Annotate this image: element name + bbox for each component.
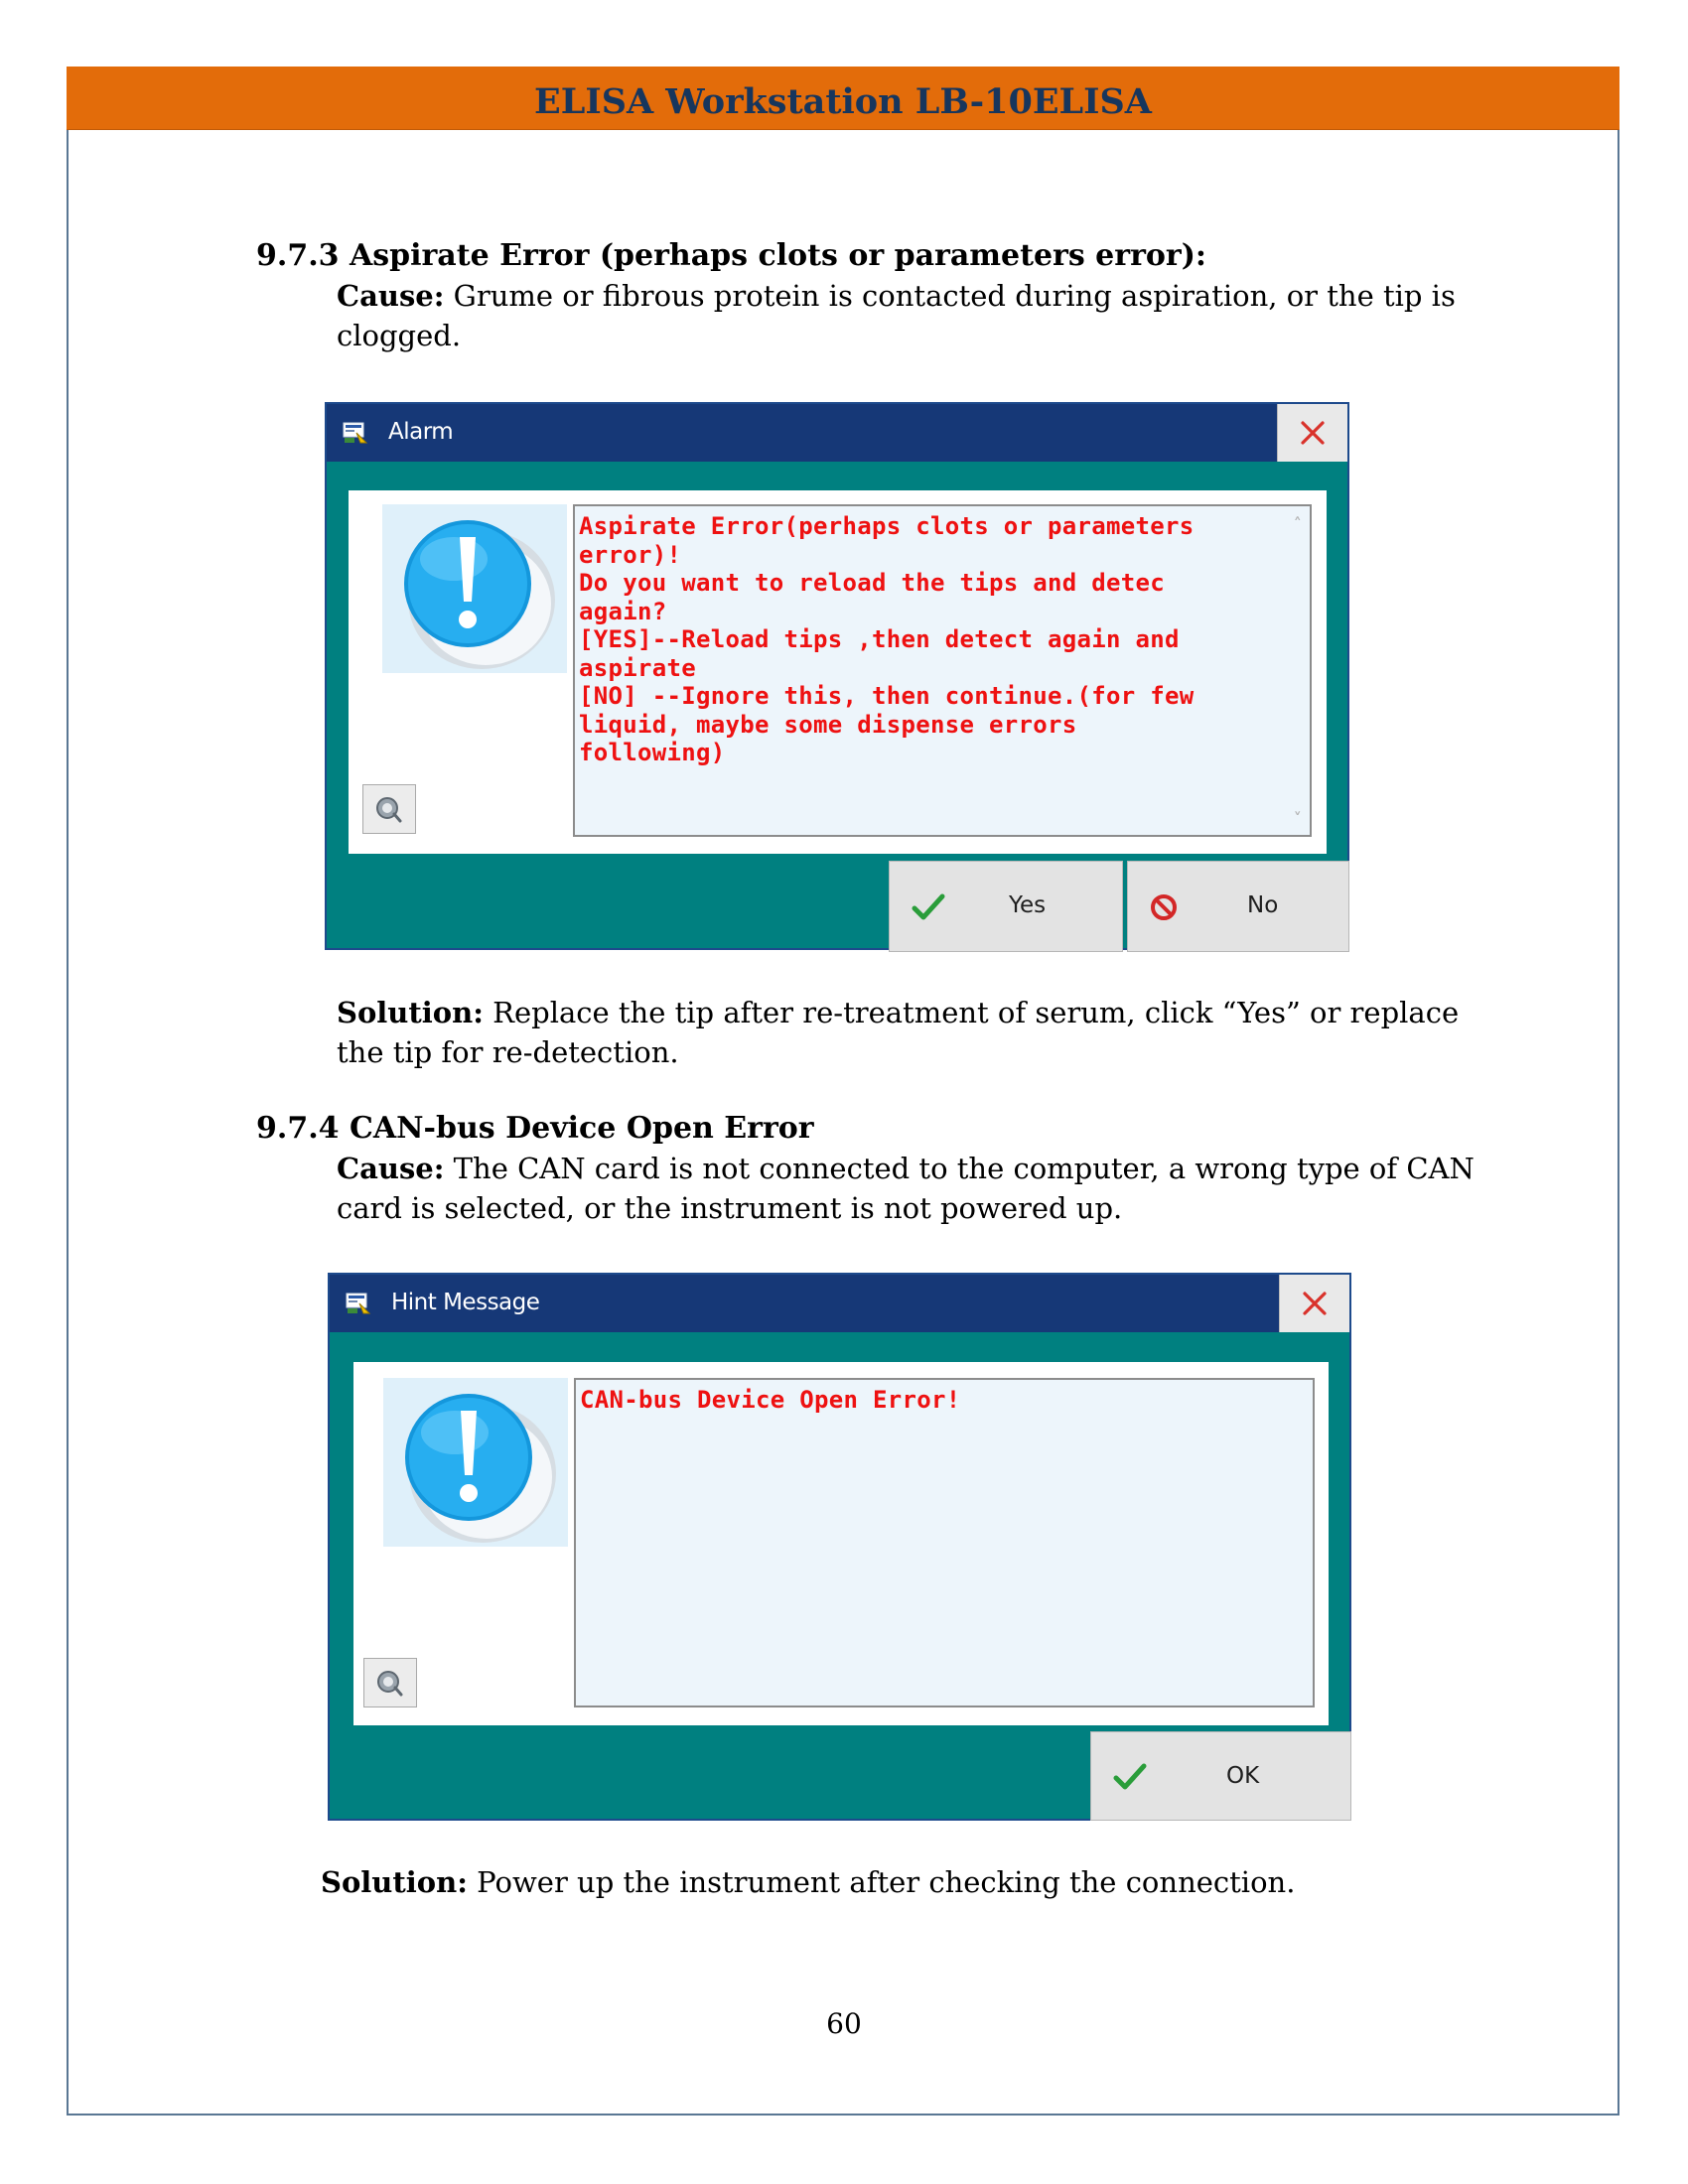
cause-label: Cause:: [337, 1152, 445, 1185]
hint-message-dialog: [328, 1273, 1351, 1821]
ok-label: OK: [1226, 1763, 1260, 1789]
dialog-content: [353, 1362, 1329, 1725]
page-number: 60: [826, 2007, 862, 2040]
close-button[interactable]: [1279, 1275, 1349, 1332]
dialog-title: Alarm: [388, 419, 454, 445]
app-icon: [343, 421, 368, 445]
section-heading-can-bus: 9.7.4 CAN-bus Device Open Error: [256, 1111, 814, 1146]
message-text: CAN-bus Device Open Error!: [580, 1386, 961, 1414]
help-icon: [376, 1670, 404, 1698]
app-icon: [346, 1292, 371, 1315]
no-entry-icon: [1150, 893, 1178, 921]
help-icon: [375, 796, 403, 824]
solution-paragraph: [337, 993, 1498, 1072]
header-title: ELISA Workstation LB-10ELISA: [534, 81, 1152, 122]
dialog-content: [349, 490, 1327, 854]
no-label: No: [1247, 892, 1279, 918]
message-textbox[interactable]: [574, 1378, 1315, 1707]
solution-text: Replace the tip after re-treatment of serum, click “Yes” or replace the tip for re-detection.: [337, 996, 1460, 1069]
help-button[interactable]: [363, 1658, 417, 1707]
cause-text: The CAN card is not connected to the computer, a wrong type of CAN card is selected, or the instrument is not powered up.: [337, 1152, 1475, 1225]
dialog-titlebar: [327, 404, 1347, 462]
solution-text: Power up the instrument after checking the connection.: [467, 1865, 1296, 1899]
scroll-down-arrow[interactable]: ˅: [1293, 808, 1302, 828]
solution-paragraph: [321, 1862, 1482, 1902]
close-icon: [1301, 1290, 1329, 1317]
cause-label: Cause:: [337, 279, 445, 313]
scroll-up-arrow[interactable]: ˄: [1293, 514, 1302, 533]
help-button[interactable]: [362, 784, 416, 834]
info-icon: [383, 1378, 568, 1547]
dialog-titlebar: [330, 1275, 1349, 1332]
dialog-title: Hint Message: [391, 1290, 540, 1315]
message-text: Aspirate Error(perhaps clots or parameters error)! Do you want to reload the tips and detec again? [YES]--Reload tips ,then detect again and aspirate [NO] --Ignore this, then continue.(for few liquid, maybe some dispense errors following): [579, 512, 1195, 766]
info-icon: [382, 504, 567, 673]
alarm-dialog: [325, 402, 1349, 950]
close-button[interactable]: [1277, 404, 1347, 462]
no-button[interactable]: [1127, 861, 1349, 952]
solution-label: Solution:: [337, 996, 484, 1029]
yes-label: Yes: [1009, 892, 1047, 918]
section-heading-aspirate-error: 9.7.3 Aspirate Error (perhaps clots or parameters error):: [256, 238, 1206, 273]
cause-text: Grume or fibrous protein is contacted during aspiration, or the tip is clogged.: [337, 279, 1456, 352]
check-icon: [912, 892, 945, 922]
ok-button[interactable]: [1090, 1731, 1351, 1821]
cause-paragraph: [337, 1149, 1498, 1228]
check-icon: [1113, 1762, 1147, 1792]
solution-label: Solution:: [321, 1865, 468, 1899]
close-icon: [1299, 419, 1327, 447]
yes-button[interactable]: [889, 861, 1123, 952]
message-textbox[interactable]: [573, 504, 1312, 837]
cause-paragraph: [337, 276, 1498, 355]
page-header: [67, 67, 1619, 130]
